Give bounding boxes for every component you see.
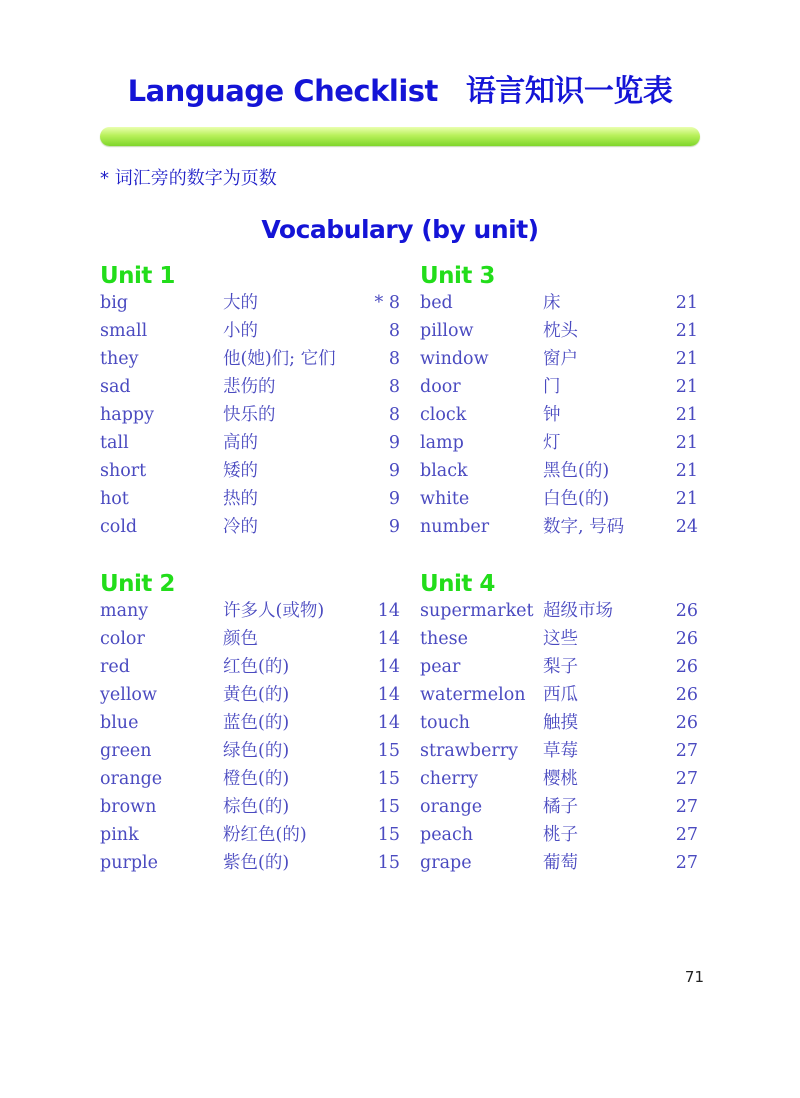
- vocab-row: [100, 681, 400, 709]
- vocab-word: grape: [420, 853, 472, 873]
- vocab-row: [420, 401, 698, 429]
- vocab-row: [100, 401, 400, 429]
- page-title-english: Language Checklist: [127, 74, 438, 108]
- vocab-translation: 大的: [223, 293, 258, 313]
- vocab-row: [100, 625, 400, 653]
- vocab-row: [420, 625, 698, 653]
- vocab-page: 26: [675, 601, 698, 621]
- vocab-word: orange: [420, 797, 483, 817]
- vocab-page: 9: [388, 433, 400, 453]
- vocab-translation: 门: [543, 377, 561, 397]
- vocab-translation: 许多人(或物): [223, 601, 325, 621]
- vocab-page: 21: [675, 321, 698, 341]
- vocab-page: 27: [675, 797, 698, 817]
- vocab-word: cold: [100, 517, 138, 537]
- vocab-word: peach: [420, 825, 474, 845]
- vocab-translation: 绿色(的): [223, 741, 290, 761]
- vocab-row: [420, 765, 698, 793]
- vocab-row: [100, 709, 400, 737]
- vocab-word: happy: [100, 405, 154, 425]
- vocab-row: [100, 653, 400, 681]
- vocab-row: [420, 681, 698, 709]
- vocab-word: red: [100, 657, 130, 677]
- vocab-translation: 冷的: [223, 517, 258, 537]
- vocab-translation: 悲伤的: [223, 377, 276, 397]
- vocab-page: 9: [388, 517, 400, 537]
- vocab-translation: 热的: [223, 489, 258, 509]
- vocab-page: 8: [388, 405, 400, 425]
- vocab-word: watermelon: [420, 685, 526, 705]
- vocab-translation: 颜色: [223, 629, 258, 649]
- vocab-page: 24: [675, 517, 698, 537]
- vocab-translation: 葡萄: [543, 853, 578, 873]
- unit-block: [100, 571, 400, 877]
- vocab-word: orange: [100, 769, 163, 789]
- vocab-row: [100, 457, 400, 485]
- vocab-row: [420, 345, 698, 373]
- vocab-page: 15: [377, 825, 400, 845]
- vocab-word: pillow: [420, 321, 474, 341]
- vocab-row: [100, 485, 400, 513]
- vocab-page: 27: [675, 741, 698, 761]
- vocab-page: 8: [388, 321, 400, 341]
- vocab-word: tall: [100, 433, 129, 453]
- page-number: 71: [684, 968, 704, 986]
- vocab-word: bed: [420, 293, 453, 313]
- vocab-row: [420, 373, 698, 401]
- vocab-row: [420, 737, 698, 765]
- vocab-translation: 棕色(的): [223, 797, 290, 817]
- vocab-row: [420, 457, 698, 485]
- vocab-translation: 小的: [223, 321, 258, 341]
- vocab-translation: 矮的: [223, 461, 258, 481]
- vocab-row: [100, 345, 400, 373]
- vocab-row: [100, 849, 400, 877]
- page-title: [0, 66, 800, 110]
- vocab-page: 27: [675, 825, 698, 845]
- vocab-translation: 蓝色(的): [223, 713, 290, 733]
- vocab-word: lamp: [420, 433, 464, 453]
- unit-title: Unit 4: [420, 571, 495, 597]
- vocab-row: [420, 513, 698, 541]
- vocab-translation: 樱桃: [543, 769, 578, 789]
- vocab-page: 9: [388, 461, 400, 481]
- vocab-translation: 草莓: [543, 741, 578, 761]
- vocab-word: brown: [100, 797, 157, 817]
- vocab-word: purple: [100, 853, 158, 873]
- vocab-row: [100, 765, 400, 793]
- title-divider-bar: [100, 127, 700, 146]
- vocab-translation: 数字, 号码: [543, 517, 625, 537]
- vocab-row: [100, 429, 400, 457]
- page-title-chinese: 语言知识一览表: [465, 74, 673, 109]
- vocab-page: 21: [675, 293, 698, 313]
- vocab-row: [420, 709, 698, 737]
- vocab-word: short: [100, 461, 147, 481]
- vocab-page: 15: [377, 797, 400, 817]
- vocab-row: [420, 849, 698, 877]
- unit-block: [420, 263, 698, 541]
- vocab-page: * 8: [374, 293, 400, 313]
- vocab-translation: 橘子: [543, 797, 578, 817]
- vocab-word: white: [420, 489, 470, 509]
- vocab-word: window: [420, 349, 489, 369]
- vocab-word: number: [420, 517, 490, 537]
- vocab-row: [420, 821, 698, 849]
- unit-block: [420, 571, 698, 877]
- vocab-row: [100, 317, 400, 345]
- vocab-word: strawberry: [420, 741, 518, 761]
- page-number-note: * 词汇旁的数字为页数: [100, 168, 277, 189]
- vocab-page: 15: [377, 741, 400, 761]
- vocab-page: 26: [675, 685, 698, 705]
- vocab-row: [420, 429, 698, 457]
- vocab-translation: 窗户: [543, 349, 578, 369]
- vocab-word: door: [420, 377, 461, 397]
- vocab-translation: 快乐的: [223, 405, 276, 425]
- vocab-word: supermarket: [420, 601, 534, 621]
- vocab-translation: 桃子: [543, 825, 578, 845]
- vocab-translation: 触摸: [543, 713, 578, 733]
- unit-block: [100, 263, 400, 541]
- vocab-word: green: [100, 741, 152, 761]
- vocab-translation: 梨子: [543, 657, 578, 677]
- vocab-word: touch: [420, 713, 470, 733]
- vocab-word: they: [100, 349, 139, 369]
- vocab-page: 26: [675, 629, 698, 649]
- vocab-row: [100, 513, 400, 541]
- vocab-row: [100, 793, 400, 821]
- unit-title: Unit 3: [420, 263, 495, 289]
- vocab-row: [420, 485, 698, 513]
- vocab-word: many: [100, 601, 149, 621]
- vocab-page: 14: [377, 629, 400, 649]
- vocab-page: 21: [675, 377, 698, 397]
- vocab-translation: 橙色(的): [223, 769, 290, 789]
- vocab-translation: 高的: [223, 433, 258, 453]
- vocab-page: 21: [675, 489, 698, 509]
- vocab-translation: 白色(的): [543, 489, 610, 509]
- vocab-page: 15: [377, 853, 400, 873]
- vocab-page: 27: [675, 853, 698, 873]
- vocab-translation: 西瓜: [543, 685, 578, 705]
- vocab-page: 21: [675, 405, 698, 425]
- vocab-row: [420, 597, 698, 625]
- vocab-translation: 粉红色(的): [223, 825, 307, 845]
- vocab-row: [420, 793, 698, 821]
- vocab-word: hot: [100, 489, 129, 509]
- vocab-page: 21: [675, 461, 698, 481]
- vocab-row: [420, 653, 698, 681]
- vocab-word: yellow: [100, 685, 157, 705]
- vocab-translation: 紫色(的): [223, 853, 290, 873]
- vocab-row: [100, 289, 400, 317]
- vocab-page: 21: [675, 433, 698, 453]
- vocab-word: color: [100, 629, 145, 649]
- vocab-translation: 他(她)们; 它们: [223, 349, 336, 369]
- vocab-translation: 黑色(的): [543, 461, 610, 481]
- vocab-translation: 黄色(的): [223, 685, 290, 705]
- vocab-translation: 超级市场: [543, 601, 613, 621]
- vocab-word: clock: [420, 405, 467, 425]
- vocab-page: 21: [675, 349, 698, 369]
- vocab-word: sad: [100, 377, 131, 397]
- vocab-row: [100, 737, 400, 765]
- vocab-row: [420, 317, 698, 345]
- vocab-translation: 钟: [543, 405, 561, 425]
- vocab-translation: 床: [543, 293, 561, 313]
- vocab-page: 26: [675, 713, 698, 733]
- vocab-page: 8: [388, 377, 400, 397]
- vocab-page: 8: [388, 349, 400, 369]
- vocab-word: blue: [100, 713, 139, 733]
- vocab-word: these: [420, 629, 468, 649]
- vocab-translation: 枕头: [543, 321, 578, 341]
- section-heading: Vocabulary (by unit): [261, 215, 539, 244]
- vocab-translation: 灯: [543, 433, 561, 453]
- vocab-word: small: [100, 321, 148, 341]
- vocab-page: 9: [388, 489, 400, 509]
- vocab-row: [420, 289, 698, 317]
- vocab-row: [100, 821, 400, 849]
- unit-title: Unit 1: [100, 263, 175, 289]
- vocab-translation: 这些: [543, 629, 578, 649]
- vocab-row: [100, 597, 400, 625]
- vocab-page: 14: [377, 685, 400, 705]
- unit-title: Unit 2: [100, 571, 175, 597]
- vocab-translation: 红色(的): [223, 657, 290, 677]
- vocab-page: 26: [675, 657, 698, 677]
- vocab-page: 14: [377, 657, 400, 677]
- vocab-word: big: [100, 293, 129, 313]
- vocab-word: pear: [420, 657, 461, 677]
- vocab-word: cherry: [420, 769, 479, 789]
- vocab-page: 14: [377, 601, 400, 621]
- vocab-row: [100, 373, 400, 401]
- vocab-page: 15: [377, 769, 400, 789]
- vocab-page: 27: [675, 769, 698, 789]
- vocab-word: black: [420, 461, 468, 481]
- vocab-word: pink: [100, 825, 139, 845]
- vocab-page: 14: [377, 713, 400, 733]
